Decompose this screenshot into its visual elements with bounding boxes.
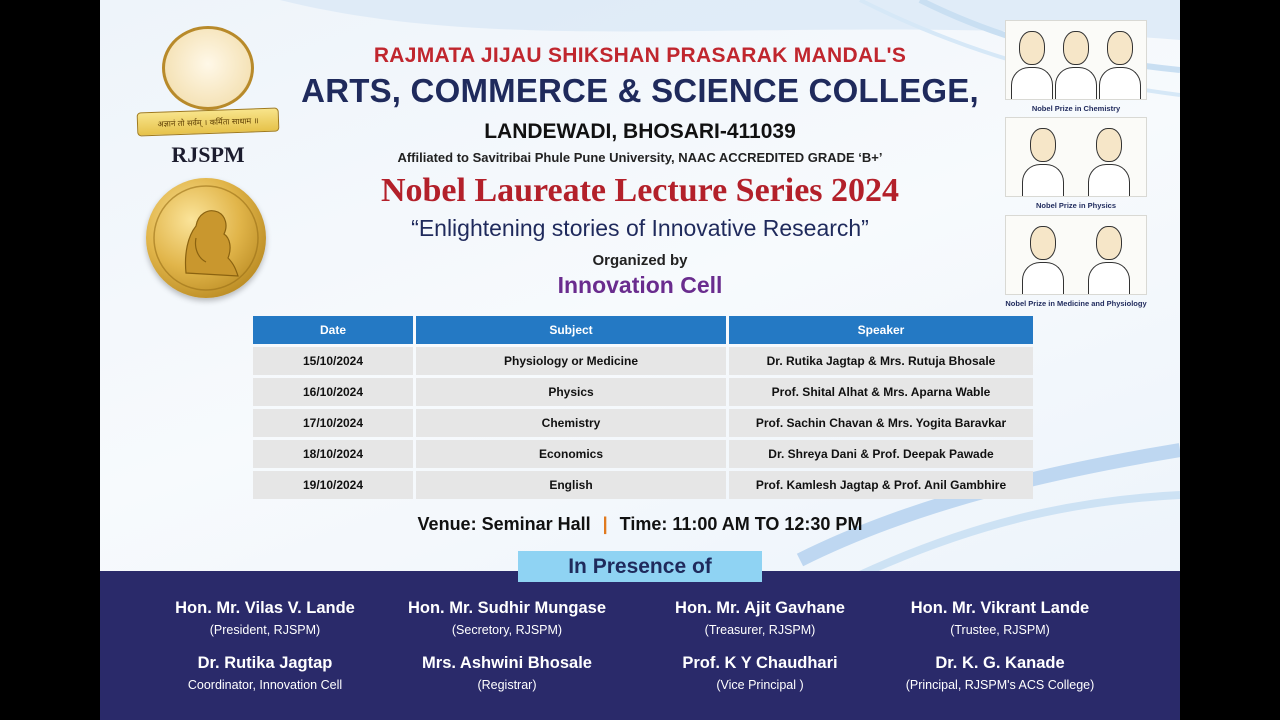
affiliation-text: Affiliated to Savitribai Phule Pune University, NAAC ACCREDITED GRADE ‘B+’ bbox=[397, 150, 883, 165]
presence-band bbox=[100, 571, 1180, 720]
logo-motto-ribbon: अज्ञानं तो सर्वम् । कर्मिता साधाम ॥ bbox=[137, 108, 280, 137]
laureate-portrait bbox=[1022, 126, 1064, 196]
dignitary-name: Mrs. Ashwini Bhosale bbox=[422, 654, 592, 672]
dignitary bbox=[387, 654, 627, 692]
medicine-caption: Nobel Prize in Medicine and Physiology bbox=[1005, 299, 1147, 308]
logo-abbreviation: RJSPM bbox=[171, 142, 245, 167]
dignitary-name: Hon. Mr. Sudhir Mungase bbox=[407, 599, 606, 617]
laureate-portrait bbox=[1088, 224, 1130, 294]
chemistry-caption: Nobel Prize in Chemistry bbox=[1031, 104, 1121, 113]
venue-separator: | bbox=[602, 514, 608, 534]
venue-time-line bbox=[250, 514, 1030, 535]
organizer-name: Innovation Cell bbox=[557, 272, 723, 298]
dignitary bbox=[387, 599, 627, 637]
dignitary bbox=[640, 654, 880, 692]
dignitary bbox=[145, 654, 385, 692]
society-name: RAJMATA JIJAU SHIKSHAN PRASARAK MANDAL'S bbox=[373, 44, 907, 67]
cell-date: 16/10/2024 bbox=[253, 378, 413, 406]
college-name: ARTS, COMMERCE & SCIENCE COLLEGE, bbox=[301, 72, 979, 109]
cell-subject: Physiology or Medicine bbox=[416, 347, 726, 375]
nobel-medal-image bbox=[146, 178, 266, 298]
cell-speaker: Prof. Kamlesh Jagtap & Prof. Anil Gambhire bbox=[729, 471, 1033, 499]
cell-date: 15/10/2024 bbox=[253, 347, 413, 375]
header-date: Date bbox=[253, 316, 413, 344]
chemistry-laureates bbox=[1005, 20, 1147, 114]
dignitary-name: Prof. K Y Chaudhari bbox=[682, 654, 838, 672]
header-speaker: Speaker bbox=[729, 316, 1033, 344]
dignitary-role: Coordinator, Innovation Cell bbox=[187, 678, 343, 692]
physics-caption: Nobel Prize in Physics bbox=[1035, 201, 1117, 210]
physics-portraits bbox=[1005, 117, 1147, 197]
dignitary-name: Hon. Mr. Vikrant Lande bbox=[910, 599, 1090, 617]
cell-subject: Economics bbox=[416, 440, 726, 468]
dignitary-role: (Trustee, RJSPM) bbox=[950, 623, 1050, 637]
cell-speaker: Prof. Sachin Chavan & Mrs. Yogita Baravkar bbox=[729, 409, 1033, 437]
logo-emblem bbox=[162, 26, 254, 110]
cell-speaker: Dr. Shreya Dani & Prof. Deepak Pawade bbox=[729, 440, 1033, 468]
dignitary bbox=[640, 599, 880, 637]
laureate-portrait bbox=[1099, 29, 1141, 99]
series-title: Nobel Laureate Lecture Series 2024 bbox=[380, 172, 900, 209]
header-subject: Subject bbox=[416, 316, 726, 344]
table-header-row bbox=[253, 316, 1033, 344]
laureate-portrait bbox=[1011, 29, 1053, 99]
medicine-laureates bbox=[1005, 215, 1147, 309]
laureate-portrait bbox=[1088, 126, 1130, 196]
poster bbox=[100, 0, 1180, 720]
medal-profile-icon bbox=[146, 178, 266, 298]
dignitary-role: (Treasurer, RJSPM) bbox=[704, 623, 816, 637]
college-address: LANDEWADI, BHOSARI-411039 bbox=[484, 120, 796, 143]
cell-subject: Physics bbox=[416, 378, 726, 406]
table-row bbox=[253, 471, 1033, 499]
cell-date: 19/10/2024 bbox=[253, 471, 413, 499]
dignitary-role: (Vice Principal ) bbox=[716, 678, 804, 692]
cell-date: 18/10/2024 bbox=[253, 440, 413, 468]
table-row bbox=[253, 440, 1033, 468]
lecture-schedule-table bbox=[250, 313, 1036, 502]
chemistry-portraits bbox=[1005, 20, 1147, 100]
dignitary-name: Hon. Mr. Vilas V. Lande bbox=[175, 599, 355, 617]
physics-laureates bbox=[1005, 117, 1147, 211]
table-row bbox=[253, 347, 1033, 375]
cell-date: 17/10/2024 bbox=[253, 409, 413, 437]
laureate-portrait bbox=[1022, 224, 1064, 294]
cell-speaker: Prof. Shital Alhat & Mrs. Aparna Wable bbox=[729, 378, 1033, 406]
time-text: Time: 11:00 AM TO 12:30 PM bbox=[619, 514, 863, 534]
laureate-portrait bbox=[1055, 29, 1097, 99]
dignitary-role: (Secretory, RJSPM) bbox=[451, 623, 563, 637]
dignitary-name: Dr. Rutika Jagtap bbox=[197, 654, 333, 672]
dignitary bbox=[145, 599, 385, 637]
table-row bbox=[253, 378, 1033, 406]
dignitary-role: (President, RJSPM) bbox=[209, 623, 321, 637]
dignitary-name: Hon. Mr. Ajit Gavhane bbox=[675, 599, 845, 617]
dignitary-role: (Registrar) bbox=[477, 678, 537, 692]
venue-text: Venue: Seminar Hall bbox=[417, 514, 591, 534]
dignitary bbox=[880, 654, 1120, 692]
cell-speaker: Dr. Rutika Jagtap & Mrs. Rutuja Bhosale bbox=[729, 347, 1033, 375]
cell-subject: English bbox=[416, 471, 726, 499]
presence-title: In Presence of bbox=[518, 551, 762, 582]
dignitary bbox=[880, 599, 1120, 637]
dignitary-role: (Principal, RJSPM's ACS College) bbox=[905, 678, 1095, 692]
medicine-portraits bbox=[1005, 215, 1147, 295]
table-row bbox=[253, 409, 1033, 437]
dignitary-name: Dr. K. G. Kanade bbox=[935, 654, 1065, 672]
organized-by-label: Organized by bbox=[592, 252, 688, 269]
series-tagline: “Enlightening stories of Innovative Research” bbox=[411, 215, 869, 241]
rjspm-logo bbox=[135, 26, 285, 171]
cell-subject: Chemistry bbox=[416, 409, 726, 437]
